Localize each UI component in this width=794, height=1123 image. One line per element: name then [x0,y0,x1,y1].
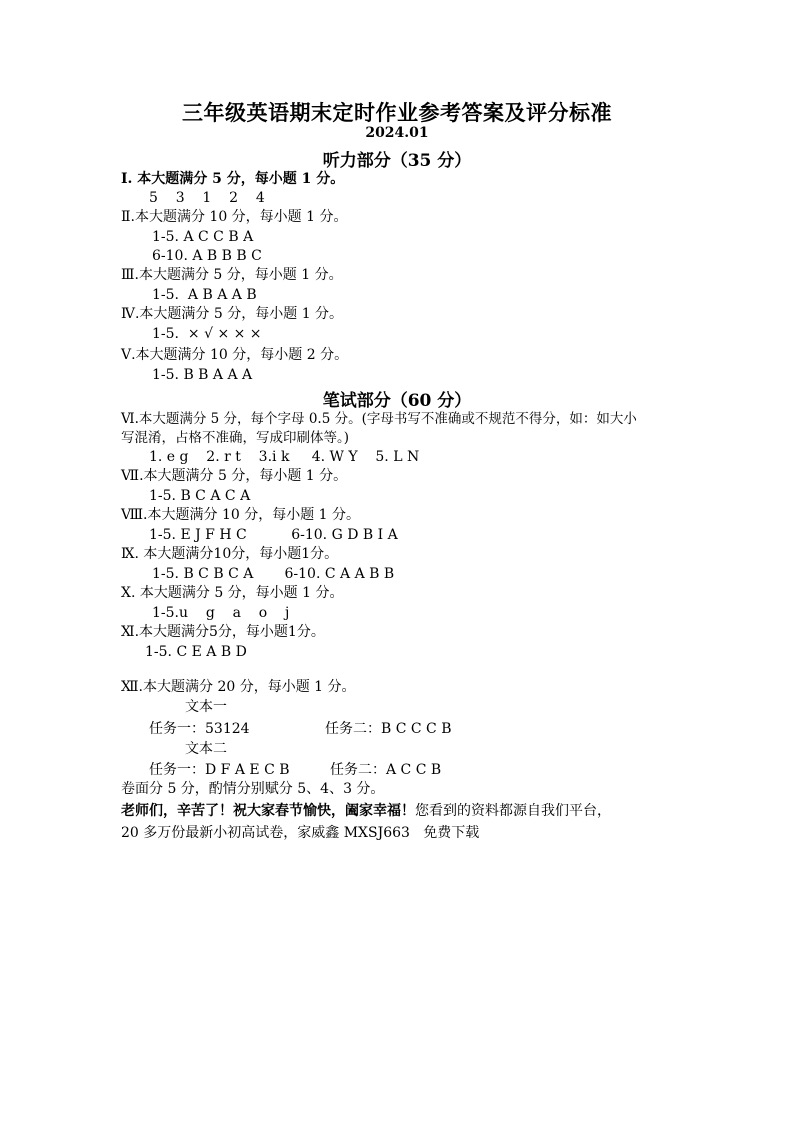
q2-label: Ⅱ.本大题满分 10 分，每小题 1 分。 [121,209,348,225]
q8-label: Ⅷ.本大题满分 10 分，每小题 1 分。 [121,507,361,523]
q8-answers: 1-5. E J F H C 6-10. G D B I A [149,527,398,543]
q9-answers: 1-5. B C B C A 6-10. C A A B B [152,566,395,582]
footer-line-2: 20 多万份最新小初高试卷，家威鑫 MXSJ663 免费下载 [121,825,480,841]
q12-text2-task2: 任务二：A C C B [330,762,442,778]
q12-text1-label: 文本一 [185,699,227,715]
q1-label: Ⅰ. 本大题满分 5 分，每小题 1 分。 [121,171,345,187]
q4-label: Ⅳ.本大题满分 5 分，每小题 1 分。 [121,306,344,322]
document-title: 三年级英语期末定时作业参考答案及评分标准 [182,100,612,125]
q6-label: Ⅵ.本大题满分 5 分，每个字母 0.5 分。(字母书写不准确或不规范不得分，如：如大小 [121,411,637,427]
footer-greeting: 老师们，辛苦了！祝大家春节愉快，阖家幸福！ [121,803,415,819]
q11-answers: 1-5. C E A B D [145,644,247,660]
q7-answers: 1-5. B C A C A [149,488,251,504]
q3-label: Ⅲ.本大题满分 5 分，每小题 1 分。 [121,267,343,283]
q12-text1-task2: 任务二：B C C C B [325,721,452,737]
q1-answers: 5 3 1 2 4 [149,190,265,206]
q2-answers-a: 1-5. A C C B A [152,229,254,245]
writing-section-heading: 笔试部分（60 分） [322,391,472,411]
q11-label: Ⅺ.本大题满分5分，每小题1分。 [121,624,325,640]
listening-section-heading: 听力部分（35 分） [322,151,472,171]
q6-answers: 1. e g 2. r t 3.i k 4. W Y 5. L N [149,449,420,465]
footer-source-note: 您看到的资料都源自我们平台， [415,803,611,819]
q7-label: Ⅶ.本大题满分 5 分，每小题 1 分。 [121,468,348,484]
q4-answers: 1-5. × √ × × × [152,326,262,342]
q3-answers: 1-5. A B A A B [152,287,257,303]
q12-text2-task1: 任务一：D F A E C B [149,762,290,778]
q12-text1-task1: 任务一：53124 [149,721,250,737]
footer-line-1 [121,802,611,820]
q10-label: Ⅹ. 本大题满分 5 分，每小题 1 分。 [121,585,344,601]
q12-label: Ⅻ.本大题满分 20 分，每小题 1 分。 [121,679,356,695]
q10-answers: 1-5.u g a o j [152,605,290,621]
q5-label: Ⅴ.本大题满分 10 分，每小题 2 分。 [121,347,349,363]
document-date: 2024.01 [365,125,429,141]
q12-text2-label: 文本二 [185,741,227,757]
q9-label: Ⅸ. 本大题满分10分，每小题1分。 [121,546,339,562]
q6-label-continued: 写混淆，占格不准确，写成印刷体等。) [121,430,350,446]
q5-answers: 1-5. B B A A A [152,367,253,383]
q2-answers-b: 6-10. A B B B C [152,248,262,264]
neatness-score-note: 卷面分 5 分，酌情分别赋分 5、4、3 分。 [121,781,385,797]
